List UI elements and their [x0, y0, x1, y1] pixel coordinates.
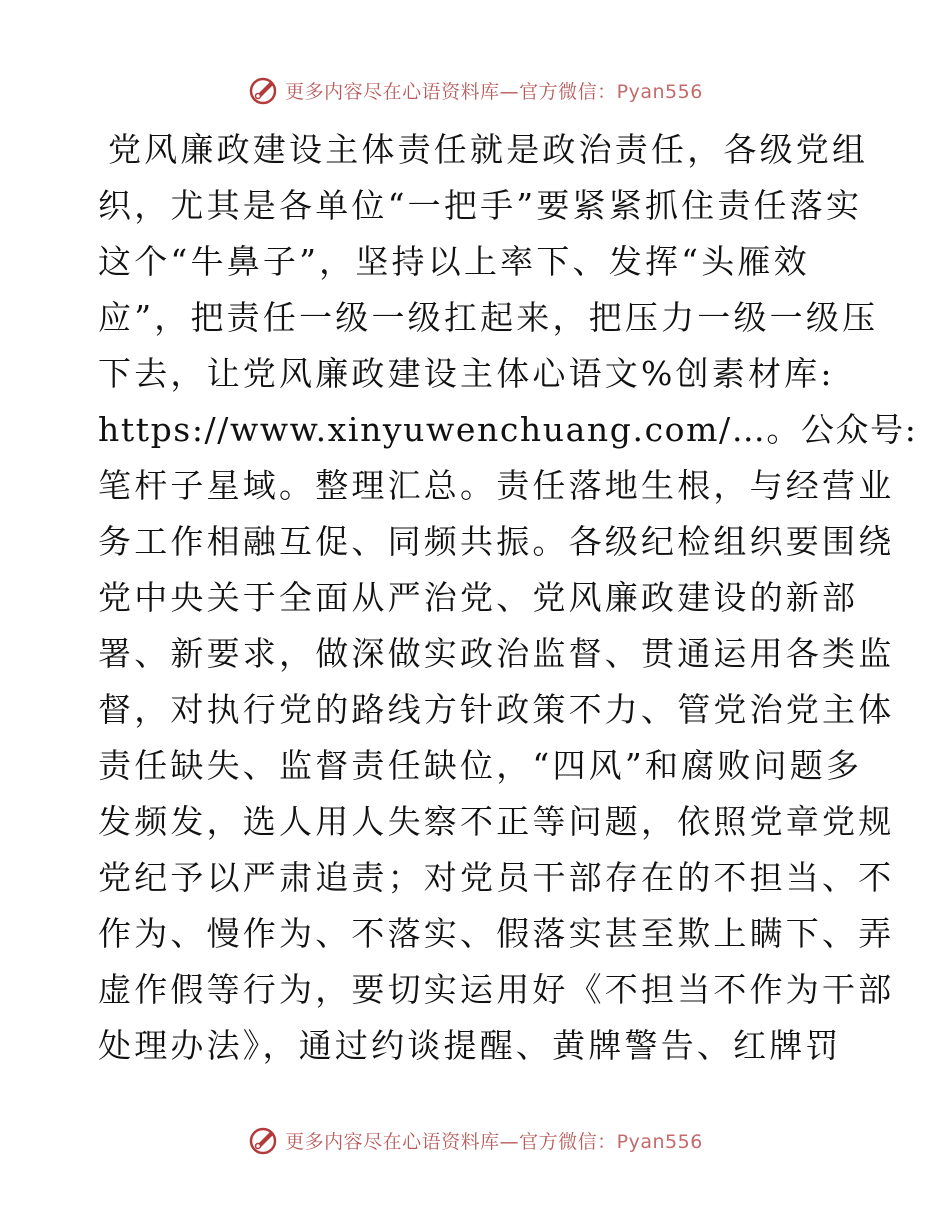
text-line: 作为、慢作为、不落实、假落实甚至欺上瞒下、弄 — [98, 914, 895, 953]
banner-account: Pyan556 — [616, 80, 703, 103]
text-line: 笔杆子星域。整理汇总。责任落地生根，与经营业 — [98, 466, 895, 505]
text-line: 发频发，选人用人失察不正等问题，依照党章党规 — [98, 802, 895, 841]
text-line: 署、新要求，做深做实政治监督、贯通运用各类监 — [98, 634, 895, 673]
text-line: 这个“牛鼻子”，坚持以上率下、发挥“头雁效 — [98, 242, 810, 281]
text-line: 处理办法》，通过约谈提醒、黄牌警告、红牌罚 — [98, 1026, 842, 1065]
banner-text — [285, 1127, 703, 1154]
banner-account: Pyan556 — [616, 1130, 703, 1153]
text-line: 党中央关于全面从严治党、党风廉政建设的新部 — [98, 578, 859, 617]
banner-slogan: 更多内容尽在心语资料库—官方微信： — [285, 1130, 617, 1153]
text-line: 应”，把责任一级一级扛起来，把压力一级一级压 — [98, 298, 879, 337]
banner-slogan: 更多内容尽在心语资料库—官方微信： — [285, 80, 617, 103]
text-line-url: https://www.xinyuwenchuang.com/…。公众号: — [98, 410, 918, 449]
text-line: 党风廉政建设主体责任就是政治责任，各级党组 — [108, 130, 869, 169]
text-line: 责任缺失、监督责任缺位，“四风”和腐败问题多 — [98, 746, 863, 785]
text-line: 织，尤其是各单位“一把手”要紧紧抓住责任落实 — [98, 186, 863, 225]
brand-logo-icon — [247, 73, 281, 107]
banner-text — [285, 77, 703, 104]
text-line: 党纪予以严肃追责；对党员干部存在的不担当、不 — [98, 858, 895, 897]
text-line: 督，对执行党的路线方针政策不力、管党治党主体 — [98, 690, 895, 729]
text-line: 下去，让党风廉政建设主体心语文%创素材库: — [98, 354, 835, 393]
header-banner — [0, 70, 950, 110]
brand-logo-icon — [247, 1123, 281, 1157]
document-body — [98, 122, 918, 1074]
text-line: 务工作相融互促、同频共振。各级纪检组织要围绕 — [98, 522, 895, 561]
footer-banner — [0, 1120, 950, 1160]
text-line: 虚作假等行为，要切实运用好《不担当不作为干部 — [98, 970, 895, 1009]
